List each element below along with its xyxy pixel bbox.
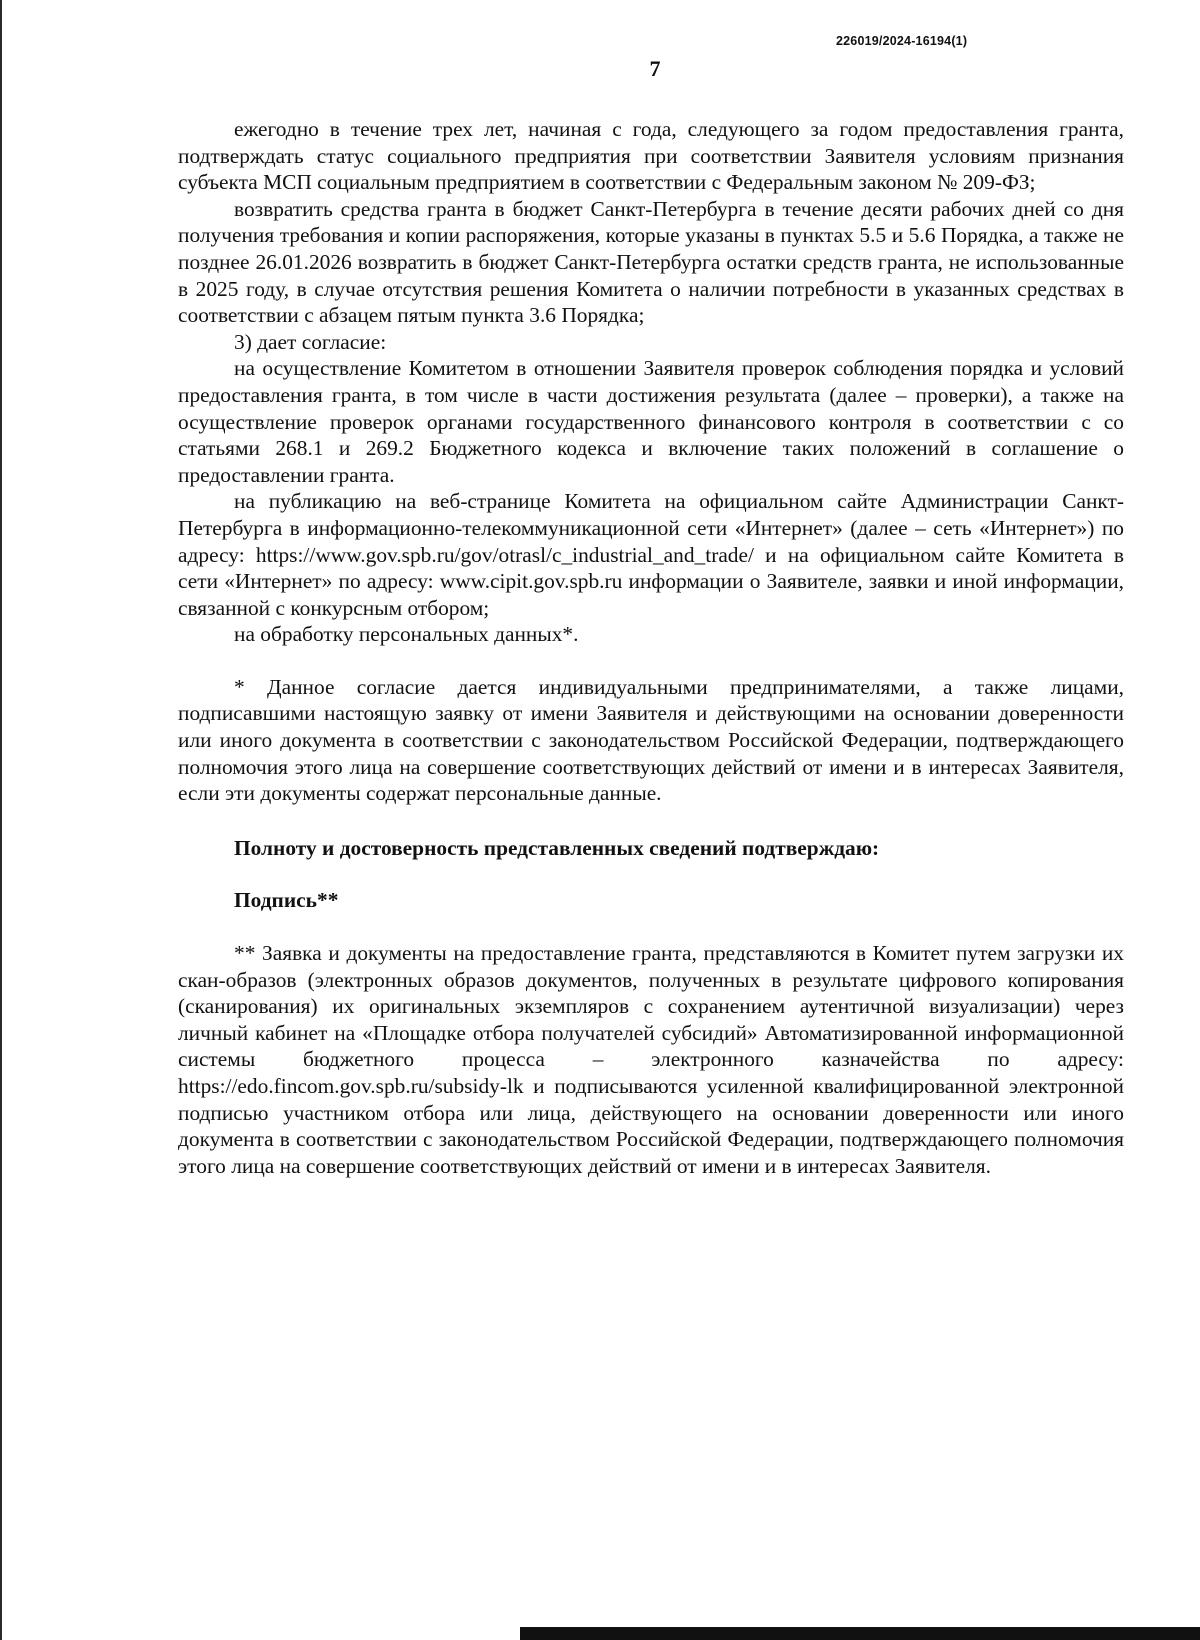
spacer (178, 648, 1124, 674)
signature-label: Подпись** (234, 888, 339, 913)
scan-bottom-edge (520, 1627, 1200, 1640)
paragraph-return-funds: возвратить средства гранта в бюджет Санкт-Петербурга в течение десяти рабочих дней со дня получения требования и копии распоряжения, которые указаны в пунктах 5.5 и 5.6 Порядка, а также не позднее 26.01.2026 возвратить в бюджет Санкт-Петербурга остатки средств гранта, не использованные в 2025 году, в случае отсутствия решения Комитета о наличии потребности в указанных средствах в соответствии с абзацем пятым пункта 3.6 Порядка; (178, 196, 1124, 328)
page-number: 7 (649, 56, 661, 81)
spacer (178, 914, 1124, 940)
scan-left-edge (0, 0, 2, 1640)
footnote-personal-data: * Данное согласие дается индивидуальными предпринимателями, а также лицами, подписавшими настоящую заявку от имени Заявителя и действующими на основании доверенности или иного документа в соответствии с законодательством Российской Федерации, подтверждающего полномочия этого лица на совершение соответствующих действий от имени и в интересах Заявителя, если эти документы содержат персональные данные. (178, 674, 1124, 806)
spacer (178, 861, 1124, 887)
document-body (178, 116, 1124, 1179)
footnote-submission: ** Заявка и документы на предоставление гранта, представляются в Комитет путем загрузки их скан-образов (электронных образов документов, полученных в результате цифрового копирования (сканирования) их оригинальных экземпляров с сохранением аутентичной визуализации) через личный кабинет на «Площадке отбора получателей субсидий» Автоматизированной информационной системы бюджетного процесса – электронного казначейства по адресу: https://edo.fincom.gov.spb.ru/subsidy-lk и подписываются усиленной квалифицированной электронной подписью участником отбора или лица, действующего на основании доверенности или иного документа в соответствии с законодательством Российской Федерации, подтверждающего полномочия этого лица на совершение соответствующих действий от имени и в интересах Заявителя. (178, 941, 1124, 1178)
document-registration-number: 226019/2024-16194(1) (836, 34, 968, 48)
paragraph-consent-inspections: на осуществление Комитетом в отношении Заявителя проверок соблюдения порядка и условий предоставления гранта, в том числе в части достижения результата (далее – проверки), а также на осуществление проверок органами государственного финансового контроля в соответствии с со статьями 268.1 и 269.2 Бюджетного кодекса и включение таких положений в соглашение о предоставлении гранта. (178, 356, 1124, 487)
paragraph-gives-consent: 3) дает согласие: (234, 329, 387, 354)
paragraph-consent-personal-data: на обработку персональных данных*. (234, 622, 579, 647)
paragraph-consent-publication: на публикацию на веб-странице Комитета на официальном сайте Администрации Санкт-Петербурга в информационно-телекоммуникационной сети «Интернет» (далее – сеть «Интернет») по адресу: https://www.gov.spb.ru/gov/otrasl/c_industrial_and_trade/ и на официальном сайте Комитета в сети «Интернет» по адресу: www.cipit.gov.spb.ru информации о Заявителе, заявки и иной информации, связанной с конкурсным отбором; (178, 489, 1124, 620)
spacer (178, 807, 1124, 835)
confirmation-statement: Полноту и достоверность представленных сведений подтверждаю: (234, 835, 880, 860)
paragraph-confirm-status: ежегодно в течение трех лет, начиная с года, следующего за годом предоставления гранта, подтверждать статус социального предприятия при соответствии Заявителя условиям признания субъекта МСП социальным предприятием в соответствии с Федеральным законом № 209-ФЗ; (178, 117, 1124, 195)
